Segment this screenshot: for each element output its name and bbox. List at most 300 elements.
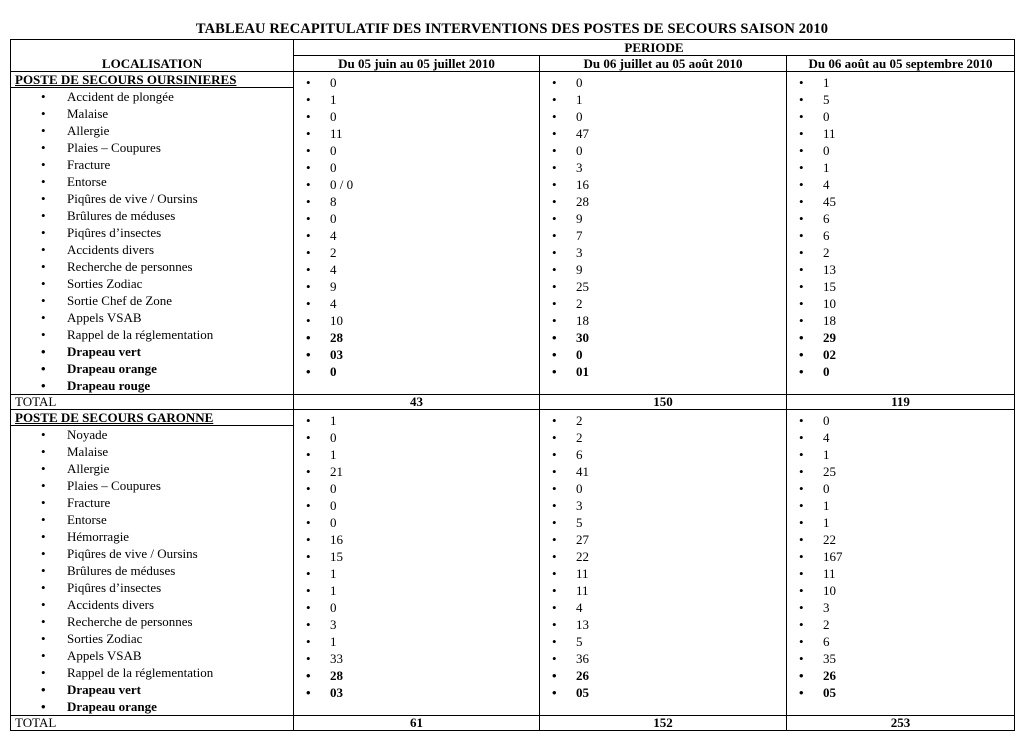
intervention-value bbox=[540, 531, 786, 548]
intervention-value-text: 1 bbox=[823, 75, 830, 90]
intervention-value bbox=[294, 363, 539, 380]
bullet-icon: • bbox=[41, 140, 46, 155]
bullet-icon: • bbox=[41, 631, 46, 646]
document-title: TABLEAU RECAPITULATIF DES INTERVENTIONS DES POSTES DE SECOURS SAISON 2010 bbox=[195, 21, 829, 37]
bullet-icon: • bbox=[306, 549, 311, 564]
intervention-value-text: 45 bbox=[823, 194, 836, 209]
intervention-value bbox=[294, 74, 539, 91]
intervention-label bbox=[11, 443, 293, 460]
intervention-value-text: 13 bbox=[576, 617, 589, 632]
intervention-value bbox=[540, 497, 786, 514]
intervention-label-text: Malaise bbox=[67, 106, 109, 121]
intervention-value bbox=[294, 142, 539, 159]
intervention-value-text: 4 bbox=[330, 262, 337, 277]
bullet-icon: • bbox=[799, 464, 804, 479]
total-value: 253 bbox=[787, 716, 1015, 731]
intervention-value-text: 0 bbox=[330, 211, 337, 226]
intervention-value-text: 4 bbox=[823, 177, 830, 192]
intervention-value bbox=[294, 480, 539, 497]
intervention-value bbox=[294, 312, 539, 329]
period-values-cell-3 bbox=[787, 410, 1015, 716]
bullet-icon: • bbox=[552, 211, 557, 226]
bullet-icon: • bbox=[552, 262, 557, 277]
bullet-icon: • bbox=[799, 279, 804, 294]
bullet-icon: • bbox=[552, 92, 557, 107]
bullet-icon: • bbox=[306, 143, 311, 158]
bullet-icon: • bbox=[306, 245, 311, 260]
intervention-value-text: 1 bbox=[576, 92, 583, 107]
bullet-icon: • bbox=[306, 313, 311, 328]
intervention-value bbox=[787, 278, 1014, 295]
bullet-icon: • bbox=[552, 126, 557, 141]
intervention-label bbox=[11, 360, 293, 377]
intervention-label-text: Drapeau rouge bbox=[67, 378, 151, 393]
intervention-value-text: 0 bbox=[823, 143, 830, 158]
bullet-icon: • bbox=[41, 682, 46, 697]
intervention-value-text: 05 bbox=[823, 685, 836, 700]
intervention-label bbox=[11, 105, 293, 122]
bullet-icon: • bbox=[306, 413, 311, 428]
bullet-icon: • bbox=[799, 109, 804, 124]
intervention-value-text: 47 bbox=[576, 126, 589, 141]
intervention-value-text: 11 bbox=[823, 566, 836, 581]
intervention-label bbox=[11, 562, 293, 579]
intervention-label-text: Sorties Zodiac bbox=[67, 631, 143, 646]
intervention-value bbox=[294, 244, 539, 261]
intervention-value bbox=[540, 548, 786, 565]
intervention-value-text: 9 bbox=[576, 211, 583, 226]
intervention-value bbox=[540, 91, 786, 108]
bullet-icon: • bbox=[306, 109, 311, 124]
bullet-icon: • bbox=[799, 447, 804, 462]
intervention-value-text: 18 bbox=[576, 313, 589, 328]
intervention-value-text: 29 bbox=[823, 330, 836, 345]
intervention-value-text: 0 bbox=[823, 481, 830, 496]
bullet-icon: • bbox=[41, 344, 46, 359]
intervention-value bbox=[787, 429, 1014, 446]
intervention-value bbox=[294, 497, 539, 514]
bullet-icon: • bbox=[552, 194, 557, 209]
intervention-value bbox=[294, 261, 539, 278]
bullet-icon: • bbox=[552, 447, 557, 462]
bullet-icon: • bbox=[799, 143, 804, 158]
intervention-value-text: 3 bbox=[576, 160, 583, 175]
intervention-value bbox=[540, 684, 786, 701]
intervention-value-text: 26 bbox=[823, 668, 836, 683]
intervention-value bbox=[787, 412, 1014, 429]
total-value: 119 bbox=[787, 395, 1015, 410]
intervention-value-text: 10 bbox=[823, 296, 836, 311]
intervention-value bbox=[787, 210, 1014, 227]
intervention-value bbox=[787, 108, 1014, 125]
intervention-value bbox=[787, 446, 1014, 463]
bullet-icon: • bbox=[799, 481, 804, 496]
section-title-row bbox=[11, 72, 1015, 88]
intervention-label bbox=[11, 698, 293, 715]
intervention-value-text: 1 bbox=[330, 566, 337, 581]
intervention-value bbox=[787, 514, 1014, 531]
intervention-value bbox=[294, 633, 539, 650]
intervention-value bbox=[787, 346, 1014, 363]
intervention-label bbox=[11, 528, 293, 545]
intervention-label bbox=[11, 139, 293, 156]
intervention-value bbox=[294, 108, 539, 125]
bullet-icon: • bbox=[306, 279, 311, 294]
total-value: 152 bbox=[540, 716, 787, 731]
intervention-value-text: 22 bbox=[576, 549, 589, 564]
intervention-value bbox=[787, 582, 1014, 599]
bullet-icon: • bbox=[799, 634, 804, 649]
bullet-icon: • bbox=[552, 498, 557, 513]
bullet-icon: • bbox=[552, 364, 557, 379]
intervention-value bbox=[787, 480, 1014, 497]
intervention-value bbox=[540, 565, 786, 582]
intervention-value-text: 6 bbox=[823, 211, 830, 226]
intervention-value bbox=[787, 159, 1014, 176]
bullet-icon: • bbox=[41, 546, 46, 561]
intervention-label bbox=[11, 122, 293, 139]
intervention-value bbox=[787, 650, 1014, 667]
intervention-value-text: 6 bbox=[576, 447, 583, 462]
bullet-icon: • bbox=[552, 296, 557, 311]
intervention-value bbox=[787, 261, 1014, 278]
intervention-label-text: Allergie bbox=[67, 123, 110, 138]
intervention-value bbox=[540, 633, 786, 650]
bullet-icon: • bbox=[306, 481, 311, 496]
intervention-label-text: Brûlures de méduses bbox=[67, 563, 176, 578]
intervention-value bbox=[540, 125, 786, 142]
intervention-value-text: 2 bbox=[576, 413, 583, 428]
bullet-icon: • bbox=[41, 665, 46, 680]
intervention-value-text: 03 bbox=[330, 685, 343, 700]
intervention-value bbox=[294, 346, 539, 363]
bullet-icon: • bbox=[41, 208, 46, 223]
intervention-value-text: 6 bbox=[823, 228, 830, 243]
intervention-value bbox=[294, 125, 539, 142]
intervention-value bbox=[294, 667, 539, 684]
intervention-value-text: 1 bbox=[330, 413, 337, 428]
bullet-icon: • bbox=[799, 685, 804, 700]
bullet-icon: • bbox=[552, 279, 557, 294]
bullet-icon: • bbox=[41, 478, 46, 493]
bullet-icon: • bbox=[306, 651, 311, 666]
bullet-icon: • bbox=[41, 461, 46, 476]
intervention-value-text: 1 bbox=[823, 160, 830, 175]
intervention-value bbox=[787, 599, 1014, 616]
bullet-icon: • bbox=[799, 583, 804, 598]
bullet-icon: • bbox=[41, 580, 46, 595]
intervention-value bbox=[294, 278, 539, 295]
intervention-value bbox=[294, 463, 539, 480]
intervention-label-text: Piqûres de vive / Oursins bbox=[67, 546, 198, 561]
intervention-label-text: Plaies – Coupures bbox=[67, 140, 161, 155]
intervention-value-text: 0 / 0 bbox=[330, 177, 354, 192]
intervention-value bbox=[294, 599, 539, 616]
intervention-value bbox=[787, 616, 1014, 633]
intervention-value-text: 2 bbox=[576, 430, 583, 445]
intervention-value-text: 0 bbox=[330, 498, 337, 513]
intervention-value-text: 2 bbox=[823, 617, 830, 632]
bullet-icon: • bbox=[799, 228, 804, 243]
bullet-icon: • bbox=[306, 330, 311, 345]
bullet-icon: • bbox=[306, 75, 311, 90]
bullet-icon: • bbox=[799, 364, 804, 379]
intervention-value bbox=[540, 446, 786, 463]
bullet-icon: • bbox=[41, 327, 46, 342]
intervention-value bbox=[294, 446, 539, 463]
intervention-value-text: 1 bbox=[823, 515, 830, 530]
intervention-value-text: 5 bbox=[823, 92, 830, 107]
bullet-icon: • bbox=[799, 413, 804, 428]
bullet-icon: • bbox=[41, 699, 46, 714]
intervention-value-text: 0 bbox=[330, 143, 337, 158]
intervention-label-text: Allergie bbox=[67, 461, 110, 476]
bullet-icon: • bbox=[41, 529, 46, 544]
bullet-icon: • bbox=[799, 296, 804, 311]
bullet-icon: • bbox=[306, 364, 311, 379]
bullet-icon: • bbox=[306, 447, 311, 462]
period-values-cell-1 bbox=[294, 72, 540, 395]
intervention-value-text: 5 bbox=[576, 515, 583, 530]
intervention-label bbox=[11, 224, 293, 241]
intervention-value-text: 11 bbox=[576, 583, 589, 598]
bullet-icon: • bbox=[799, 668, 804, 683]
intervention-label bbox=[11, 88, 293, 105]
bullet-icon: • bbox=[41, 293, 46, 308]
intervention-value-text: 4 bbox=[576, 600, 583, 615]
intervention-value-text: 1 bbox=[330, 634, 337, 649]
intervention-value bbox=[787, 463, 1014, 480]
intervention-label-text: Piqûres de vive / Oursins bbox=[67, 191, 198, 206]
intervention-value-text: 02 bbox=[823, 347, 836, 362]
intervention-value-text: 9 bbox=[330, 279, 337, 294]
intervention-value bbox=[787, 193, 1014, 210]
intervention-value bbox=[787, 667, 1014, 684]
intervention-value bbox=[787, 329, 1014, 346]
intervention-value bbox=[540, 363, 786, 380]
section-title: POSTE DE SECOURS GARONNE bbox=[11, 410, 294, 426]
header-period-3: Du 06 août au 05 septembre 2010 bbox=[787, 56, 1015, 72]
intervention-label-text: Recherche de personnes bbox=[67, 614, 193, 629]
intervention-value bbox=[787, 565, 1014, 582]
section-labels-cell bbox=[11, 426, 294, 716]
section-labels-cell bbox=[11, 88, 294, 395]
intervention-value bbox=[540, 261, 786, 278]
bullet-icon: • bbox=[306, 634, 311, 649]
bullet-icon: • bbox=[552, 160, 557, 175]
intervention-value bbox=[540, 514, 786, 531]
bullet-icon: • bbox=[552, 617, 557, 632]
bullet-icon: • bbox=[306, 160, 311, 175]
intervention-value-text: 6 bbox=[823, 634, 830, 649]
intervention-value bbox=[294, 91, 539, 108]
intervention-value-text: 25 bbox=[823, 464, 836, 479]
bullet-icon: • bbox=[799, 177, 804, 192]
intervention-value bbox=[540, 278, 786, 295]
intervention-value bbox=[540, 108, 786, 125]
bullet-icon: • bbox=[799, 566, 804, 581]
intervention-value-text: 26 bbox=[576, 668, 589, 683]
intervention-value-text: 3 bbox=[576, 498, 583, 513]
table-body bbox=[11, 72, 1015, 731]
bullet-icon: • bbox=[41, 597, 46, 612]
period-values-cell-2 bbox=[540, 410, 787, 716]
intervention-label-text: Plaies – Coupures bbox=[67, 478, 161, 493]
intervention-value bbox=[540, 142, 786, 159]
bullet-icon: • bbox=[306, 515, 311, 530]
bullet-icon: • bbox=[552, 481, 557, 496]
intervention-value-text: 28 bbox=[576, 194, 589, 209]
intervention-value-text: 0 bbox=[823, 364, 830, 379]
bullet-icon: • bbox=[306, 498, 311, 513]
intervention-value-text: 16 bbox=[576, 177, 589, 192]
bullet-icon: • bbox=[552, 413, 557, 428]
intervention-value bbox=[787, 176, 1014, 193]
period-values-cell-1 bbox=[294, 410, 540, 716]
intervention-value-text: 2 bbox=[330, 245, 337, 260]
intervention-label bbox=[11, 309, 293, 326]
intervention-label-text: Piqûres d’insectes bbox=[67, 580, 162, 595]
intervention-label-text: Noyade bbox=[67, 427, 108, 442]
intervention-value bbox=[540, 667, 786, 684]
intervention-value-text: 0 bbox=[330, 160, 337, 175]
intervention-value bbox=[294, 684, 539, 701]
intervention-value-text: 167 bbox=[823, 549, 843, 564]
bullet-icon: • bbox=[552, 583, 557, 598]
intervention-value-text: 0 bbox=[330, 75, 337, 90]
intervention-value bbox=[294, 210, 539, 227]
bullet-icon: • bbox=[552, 634, 557, 649]
intervention-value-text: 03 bbox=[330, 347, 343, 362]
intervention-value bbox=[294, 176, 539, 193]
intervention-value-text: 0 bbox=[576, 347, 583, 362]
intervention-value bbox=[294, 650, 539, 667]
intervention-label bbox=[11, 664, 293, 681]
intervention-label bbox=[11, 681, 293, 698]
intervention-value bbox=[294, 159, 539, 176]
intervention-value-text: 0 bbox=[576, 75, 583, 90]
intervention-value-text: 3 bbox=[330, 617, 337, 632]
bullet-icon: • bbox=[41, 106, 46, 121]
bullet-icon: • bbox=[552, 177, 557, 192]
intervention-label bbox=[11, 207, 293, 224]
intervention-label-text: Entorse bbox=[67, 512, 107, 527]
intervention-value-text: 11 bbox=[823, 126, 836, 141]
intervention-label bbox=[11, 511, 293, 528]
header-row-periode bbox=[11, 40, 1015, 56]
bullet-icon: • bbox=[799, 347, 804, 362]
intervention-value bbox=[294, 429, 539, 446]
bullet-icon: • bbox=[552, 668, 557, 683]
bullet-icon: • bbox=[799, 651, 804, 666]
intervention-label-text: Drapeau orange bbox=[67, 361, 157, 376]
bullet-icon: • bbox=[552, 330, 557, 345]
intervention-value-text: 30 bbox=[576, 330, 589, 345]
intervention-value-text: 33 bbox=[330, 651, 343, 666]
intervention-value bbox=[787, 295, 1014, 312]
section-title-row bbox=[11, 410, 1015, 426]
intervention-value-text: 1 bbox=[823, 498, 830, 513]
bullet-icon: • bbox=[41, 259, 46, 274]
bullet-icon: • bbox=[552, 75, 557, 90]
intervention-label-text: Hémorragie bbox=[67, 529, 130, 544]
bullet-icon: • bbox=[799, 126, 804, 141]
bullet-icon: • bbox=[799, 160, 804, 175]
intervention-value bbox=[540, 210, 786, 227]
intervention-value-text: 11 bbox=[330, 126, 343, 141]
bullet-icon: • bbox=[552, 347, 557, 362]
intervention-label-text: Appels VSAB bbox=[67, 310, 142, 325]
intervention-value bbox=[540, 346, 786, 363]
intervention-value-text: 10 bbox=[330, 313, 343, 328]
bullet-icon: • bbox=[41, 512, 46, 527]
intervention-label bbox=[11, 275, 293, 292]
intervention-value-text: 4 bbox=[330, 296, 337, 311]
bullet-icon: • bbox=[306, 532, 311, 547]
bullet-icon: • bbox=[41, 378, 46, 393]
intervention-value-text: 0 bbox=[576, 143, 583, 158]
intervention-value-text: 0 bbox=[823, 109, 830, 124]
total-row bbox=[11, 395, 1015, 410]
bullet-icon: • bbox=[41, 563, 46, 578]
bullet-icon: • bbox=[306, 126, 311, 141]
bullet-icon: • bbox=[306, 228, 311, 243]
intervention-value bbox=[787, 548, 1014, 565]
bullet-icon: • bbox=[799, 262, 804, 277]
intervention-value-text: 4 bbox=[330, 228, 337, 243]
bullet-icon: • bbox=[41, 123, 46, 138]
intervention-value bbox=[787, 531, 1014, 548]
intervention-value bbox=[787, 363, 1014, 380]
intervention-value bbox=[540, 244, 786, 261]
bullet-icon: • bbox=[306, 583, 311, 598]
header-period-1: Du 05 juin au 05 juillet 2010 bbox=[294, 56, 540, 72]
intervention-value bbox=[540, 312, 786, 329]
header-periode: PERIODE bbox=[294, 40, 1015, 56]
bullet-icon: • bbox=[41, 157, 46, 172]
total-value: 43 bbox=[294, 395, 540, 410]
bullet-icon: • bbox=[799, 92, 804, 107]
intervention-value bbox=[787, 227, 1014, 244]
bullet-icon: • bbox=[306, 668, 311, 683]
intervention-label bbox=[11, 326, 293, 343]
bullet-icon: • bbox=[799, 498, 804, 513]
bullet-icon: • bbox=[552, 143, 557, 158]
bullet-icon: • bbox=[306, 92, 311, 107]
intervention-value bbox=[294, 514, 539, 531]
bullet-icon: • bbox=[41, 174, 46, 189]
bullet-icon: • bbox=[552, 532, 557, 547]
bullet-icon: • bbox=[799, 211, 804, 226]
bullet-icon: • bbox=[41, 648, 46, 663]
intervention-value-text: 0 bbox=[330, 600, 337, 615]
bullet-icon: • bbox=[799, 313, 804, 328]
intervention-value bbox=[294, 548, 539, 565]
bullet-icon: • bbox=[306, 177, 311, 192]
intervention-value bbox=[294, 193, 539, 210]
bullet-icon: • bbox=[306, 566, 311, 581]
intervention-value-text: 0 bbox=[330, 481, 337, 496]
intervention-value bbox=[540, 480, 786, 497]
total-value: 61 bbox=[294, 716, 540, 731]
intervention-value bbox=[787, 91, 1014, 108]
intervention-value-text: 0 bbox=[576, 481, 583, 496]
intervention-value bbox=[540, 463, 786, 480]
intervention-label-text: Brûlures de méduses bbox=[67, 208, 176, 223]
bullet-icon: • bbox=[552, 228, 557, 243]
bullet-icon: • bbox=[41, 444, 46, 459]
intervention-value-text: 0 bbox=[330, 430, 337, 445]
